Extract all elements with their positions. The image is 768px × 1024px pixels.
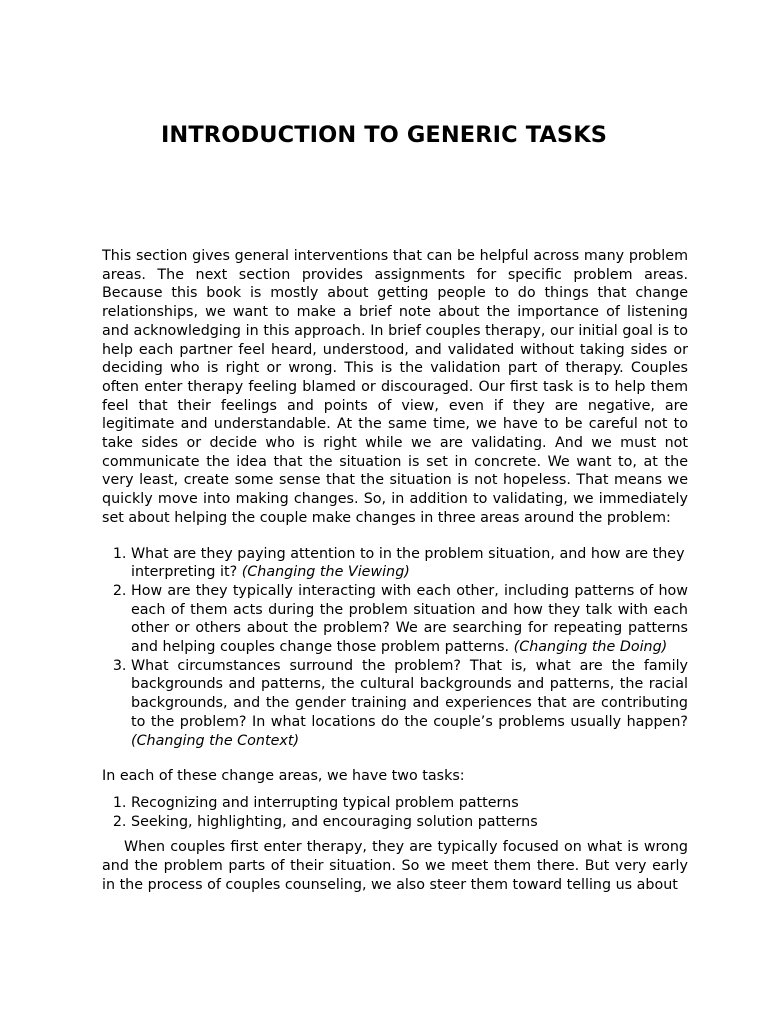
change-areas-list [102,545,688,751]
closing-paragraph: When couples first enter therapy, they are typically focused on what is wrong and the problem parts of their situation. So we meet them there. But very early in the process of couples counseling, we also steer them toward telling us about [102,839,688,893]
document-body [102,247,688,895]
list-item-text: interpreting it? [131,564,238,581]
intro-paragraph: This section gives general interventions that can be helpful across many problem areas. The next section provides assignments for specific problem areas. Because this book is mostly about getting people to do things that change relationships, we want to make a brief note about the importance of listening and acknowledging in this approach. In brief couples therapy, our initial goal is to help each partner feel heard, understood, and validated without taking sides or deciding who is right or wrong. This is the validation part of therapy. Couples often enter therapy feeling blamed or discouraged. Our first task is to help them feel that their feelings and points of view, even if they are negative, are legitimate and understandable. At the same time, we have to be careful not to take sides or decide who is right while we are validating. And we must not communicate the idea that the situation is set in concrete. We want to, at the very least, create some sense that the situation is not hopeless. That means we quickly move into making changes. So, in addition to validating, we immediately set about helping the couple make changes in three areas around the problem: [102,248,688,526]
list-item [131,657,688,751]
list-item-text: What circumstances surround the problem? That is, what are the family backgrounds and patterns, the cultural backgrounds and patterns, the racial backgrounds, and the gender training and experiences that are contributing to the problem? In what locations do the couple’s problems usually happen? [131,657,688,730]
list-item-emphasis: (Changing the Doing) [513,639,668,656]
list-item-emphasis: (Changing the Context) [131,732,300,749]
list-item-text: What are they paying attention to in the problem situation, and how are they [131,545,685,562]
list-item [131,545,688,582]
tasks-list [102,794,688,831]
page-title: INTRODUCTION TO GENERIC TASKS [160,122,608,148]
list-item-emphasis: (Changing the Viewing) [241,564,410,581]
tasks-paragraph: In each of these change areas, we have two tasks: [102,768,465,785]
list-item-text: How are they typically interacting with each other, including patterns of how each of them acts during the problem situation and how they talk with each other or others about the problem? We are searching for repeating patterns and helping couples change those problem patterns. [131,582,688,656]
list-item [131,582,688,657]
list-item: 1. Recognizing and interrupting typical problem patterns [131,794,688,813]
list-item: 2. Seeking, highlighting, and encouraging solution patterns [131,813,688,832]
